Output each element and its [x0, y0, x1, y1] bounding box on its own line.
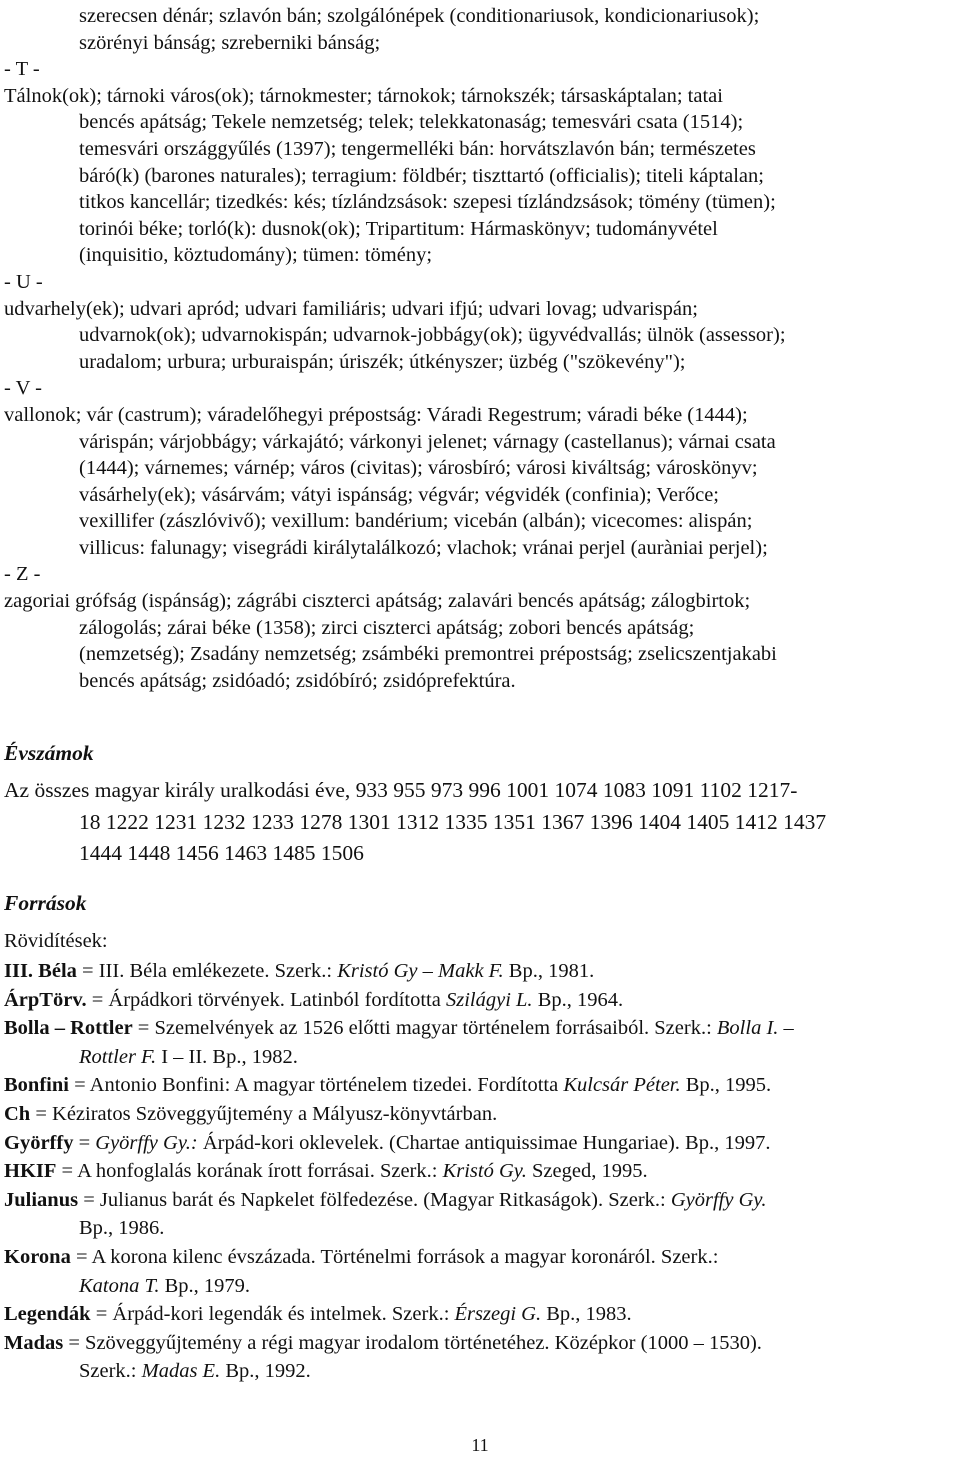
source-text: = A honfoglalás korának írott forrásai. Szerk.:	[56, 1160, 443, 1183]
source-author: Györffy Gy.	[670, 1188, 767, 1211]
glossary-line: zagoriai grófság (ispánság); zágrábi ciszterci apátság; zalavári bencés apátság; zálogbirtok;	[4, 590, 751, 613]
source-text: Bp., 1979.	[159, 1274, 251, 1297]
source-text: I – II. Bp., 1982.	[156, 1045, 298, 1068]
source-line	[4, 1243, 956, 1272]
glossary-line: várispán; várjobbágy; várkajátó; várkonyi jelenet; várnagy (castellanus); várnai csata	[79, 430, 776, 453]
source-abbreviation: ÁrpTörv.	[4, 988, 87, 1011]
evszamok-line: 18 1222 1231 1232 1233 1278 1301 1312 1335 1351 1367 1396 1404 1405 1412 1437	[79, 809, 827, 834]
source-text: = Kéziratos Szöveggyűjtemény a Mályusz-könyvtárban.	[30, 1102, 498, 1125]
source-author: Rottler F.	[79, 1045, 157, 1068]
source-text: =	[73, 1131, 96, 1154]
glossary-line: uradalom; urbura; urburaispán; úriszék; útkényszer; üzbég ("szökevény");	[79, 350, 686, 373]
glossary-line: udvarnok(ok); udvarnokispán; udvarnok-jobbágy(ok); ügyvédvallás; ülnök (assessor);	[79, 324, 786, 347]
source-abbreviation: Legendák	[4, 1303, 91, 1326]
source-abbreviation: Korona	[4, 1245, 71, 1268]
glossary-line: villicus: falunagy; visegrádi királytalálkozó; vlachok; vránai perjel (auràniai perjel);	[79, 536, 768, 559]
source-author: Érszegi G.	[454, 1303, 542, 1326]
source-author: Kristó Gy.	[442, 1160, 527, 1183]
forrasok-section	[4, 891, 956, 916]
source-line	[4, 1329, 956, 1358]
forrasok-heading: Források	[4, 891, 87, 915]
source-line	[4, 1014, 956, 1043]
source-author: Bolla I.	[716, 1017, 779, 1040]
source-text: Árpád-kori oklevelek. (Chartae antiquissimae Hungariae). Bp., 1997.	[197, 1131, 771, 1154]
source-author: Katona T.	[79, 1274, 160, 1297]
source-abbreviation: Madas	[4, 1331, 64, 1354]
source-text: = III. Béla emlékezete. Szerk.:	[76, 960, 338, 982]
source-text: = Árpád-kori legendák és intelmek. Szerk.:	[90, 1303, 455, 1326]
glossary-line: - V -	[4, 377, 42, 400]
source-author: Györffy Gy.:	[95, 1131, 198, 1154]
glossary-line: udvarhely(ek); udvari apród; udvari familiáris; udvari ifjú; udvari lovag; udvarispán;	[4, 297, 698, 320]
source-abbreviation: Ch	[4, 1102, 31, 1125]
source-abbreviation: HKIF	[4, 1160, 57, 1183]
source-text: Bp., 1983.	[541, 1303, 632, 1326]
source-abbreviation: Györffy	[4, 1131, 74, 1154]
evszamok-section	[4, 741, 956, 766]
source-line	[4, 1100, 956, 1129]
source-text: Szeged, 1995.	[526, 1160, 648, 1183]
glossary-line: báró(k) (barones naturales); terragium: földbér; tiszttartó (officialis); titeli káptalan;	[79, 164, 764, 187]
source-author: Makk F.	[438, 960, 504, 982]
source-line	[4, 1214, 956, 1243]
glossary-line: (1444); várnemes; várnép; város (civitas); városbíró; városi kiváltság; városkönyv;	[79, 457, 758, 480]
source-line	[4, 1157, 956, 1186]
source-text: –	[417, 960, 439, 982]
glossary-line: torinói béke; torló(k): dusnok(ok); Tripartitum: Hármaskönyv; tudományvétel	[79, 217, 718, 240]
glossary-line: (nemzetség); Zsadány nemzetség; zsámbéki premontrei prépostság; zselicszentjakabi	[79, 643, 777, 666]
source-text: = Árpádkori törvények. Latinból fordította	[86, 988, 446, 1011]
glossary-line: - U -	[4, 270, 43, 293]
source-author: Kulcsár Péter.	[563, 1074, 681, 1097]
source-text: = Julianus barát és Napkelet fölfedezése. (Magyar Ritkaságok). Szerk.:	[78, 1188, 671, 1211]
glossary-line: - T -	[4, 58, 40, 81]
source-text: Bp., 1992.	[220, 1360, 311, 1383]
source-line	[4, 1272, 956, 1301]
glossary-line: titkos kancellár; tizedkés: kés; tízlándzsások: szepesi tízlándzsások; tömény (tümen);	[79, 191, 776, 214]
glossary-line: bencés apátság; zsidóadó; zsidóbíró; zsidóprefektúra.	[79, 669, 516, 692]
source-author: Madas E.	[141, 1360, 221, 1383]
glossary-line: temesvári országgyűlés (1397); tengermelléki bán: horvátszlavón bán; természetes	[79, 137, 756, 160]
source-line	[4, 1043, 956, 1072]
glossary-line: szörényi bánság; szreberniki bánság;	[79, 31, 381, 54]
glossary-line: (inquisitio, köztudomány); tümen: tömény;	[79, 244, 433, 267]
sources-list	[4, 957, 956, 1386]
source-text: = Szemelvények az 1526 előtti magyar történelem forrásaiból. Szerk.:	[132, 1017, 717, 1040]
source-text: Bp., 1981.	[503, 960, 595, 982]
evszamok-heading: Évszámok	[4, 741, 94, 765]
source-abbreviation: III. Béla	[4, 960, 77, 982]
source-text: Bp., 1986.	[79, 1217, 165, 1240]
source-line	[4, 1071, 956, 1100]
source-line	[4, 1357, 956, 1386]
source-abbreviation: Julianus	[4, 1188, 79, 1211]
glossary-line: vallonok; vár (castrum); váradelőhegyi prépostság: Váradi Regestrum; váradi béke (1444);	[4, 403, 748, 426]
abbreviations-label: Rövidítések:	[4, 930, 108, 952]
source-text: = Antonio Bonfini: A magyar történelem tizedei. Fordította	[68, 1074, 564, 1097]
evszamok-line: 1444 1448 1456 1463 1485 1506	[79, 841, 364, 865]
source-text: Szerk.:	[79, 1360, 142, 1383]
source-text: Bp., 1995.	[680, 1074, 772, 1097]
source-line	[4, 1186, 956, 1215]
source-line	[4, 986, 956, 1015]
source-author: Kristó Gy	[337, 960, 418, 982]
evszamok-text	[4, 775, 956, 870]
page-number: 11	[471, 1435, 489, 1455]
glossary-line: Tálnok(ok); tárnoki város(ok); tárnokmester; tárnokok; tárnokszék; társaskáptalan; tatai	[4, 84, 723, 107]
glossary-line: bencés apátság; Tekele nemzetség; telek; telekkatonaság; temesvári csata (1514);	[79, 111, 744, 134]
evszamok-line: Az összes magyar király uralkodási éve, 933 955 973 996 1001 1074 1083 1091 1102 1217-	[4, 778, 798, 802]
source-author: Szilágyi L.	[445, 988, 533, 1011]
glossary-line: vásárhely(ek); vásárvám; vátyi ispánság; végvár; végvidék (confinia); Verőce;	[79, 483, 720, 506]
source-text: –	[778, 1017, 794, 1040]
source-abbreviation: Bolla – Rottler	[4, 1017, 133, 1040]
glossary-line: vexillifer (zászlóvivő); vexillum: bandérium; vicebán (albán); vicecomes: alispán;	[79, 510, 753, 533]
glossary-line: szerecsen dénár; szlavón bán; szolgálónépek (conditionariusok, kondicionariusok);	[79, 5, 760, 27]
source-line	[4, 1300, 956, 1329]
glossary-line: - Z -	[4, 563, 41, 586]
source-text: Bp., 1964.	[532, 988, 624, 1011]
source-line	[4, 957, 956, 986]
source-abbreviation: Bonfini	[4, 1074, 69, 1097]
source-text: = Szöveggyűjtemény a régi magyar irodalom történetéhez. Középkor (1000 – 1530).	[63, 1331, 762, 1354]
source-text: = A korona kilenc évszázada. Történelmi források a magyar koronáról. Szerk.:	[70, 1245, 719, 1268]
source-line	[4, 1129, 956, 1158]
abbreviations-label-wrap	[4, 929, 956, 954]
glossary-list	[4, 3, 956, 694]
glossary-line: zálogolás; zárai béke (1358); zirci ciszterci apátság; zobori bencés apátság;	[79, 616, 695, 639]
